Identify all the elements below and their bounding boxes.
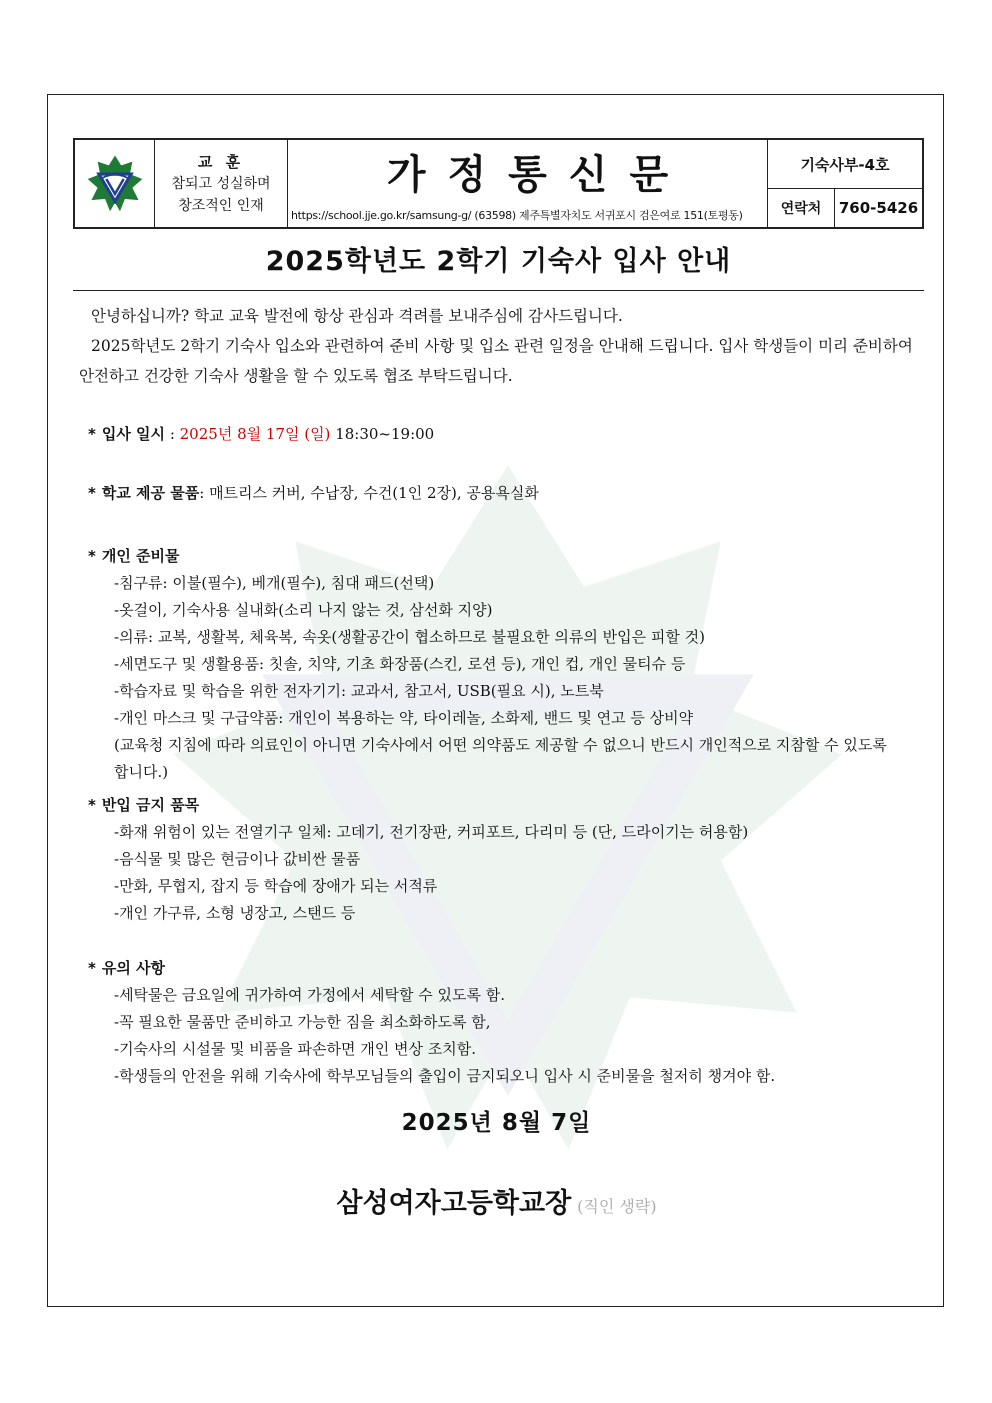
medicine-note: (교육청 지침에 따라 의료인이 아니면 기숙사에서 어떤 의약품도 제공할 수 없으니 반드시 개인적으로 지참할 수 있도록 합니다.) [114,736,887,781]
list-item: -의류: 교복, 생활복, 체육복, 속옷(생활공간이 협소하므로 불필요한 의류의 반입은 피할 것) [114,628,705,646]
supplies-items: : 매트리스 커버, 수납장, 수건(1인 2장), 공용욕실화 [199,484,539,502]
prohibited-items-list [114,819,904,927]
motto-line: 창조적인 인재 [178,197,264,214]
newsletter-title-block [288,140,768,227]
schedule-section [88,421,434,448]
issue-number: 기숙사부-4호 [768,140,922,189]
list-item: -개인 가구류, 소형 냉장고, 스탠드 등 [114,904,356,922]
personal-items-section [88,543,904,786]
seal-note: (직인 생략) [577,1197,657,1216]
intro-text [79,301,919,391]
list-item: -화재 위험이 있는 전열기구 일체: 고데기, 전기장판, 커피포트, 다리미 등 (단, 드라이기는 허용함) [114,823,749,841]
list-item: -세탁물은 금요일에 귀가하여 가정에서 세탁할 수 있도록 함. [114,986,505,1004]
list-item: -세면도구 및 생활용품: 칫솔, 치약, 기초 화장품(스킨, 로션 등), 개인 컵, 개인 물티슈 등 [114,655,686,673]
issue-info [768,140,922,227]
newsletter-title: 가정통신문 [386,151,691,198]
list-item: -옷걸이, 기숙사용 실내화(소리 나지 않는 것, 삼선화 지양) [114,601,493,619]
prohibited-items-section [88,792,904,927]
list-item: -개인 마스크 및 구급약품: 개인이 복용하는 약, 타이레놀, 소화제, 밴드 및 연고 등 상비약 [114,709,694,727]
document-page [47,94,944,1307]
list-item: -침구류: 이불(필수), 베개(필수), 침대 패드(선택) [114,574,435,592]
bullet: * [88,547,96,565]
bullet: * [88,959,96,977]
schedule-time: 18:30~19:00 [330,425,435,443]
schedule-date: 2025년 8월 17일 (일) [179,425,331,443]
list-item: -꼭 필요한 물품만 준비하고 가능한 짐을 최소화하도록 함, [114,1013,491,1031]
contact-row [768,189,922,227]
school-address: https://school.jje.go.kr/samsung-g/ (63598) 제주특별자치도 서귀포시 검은여로 151(토평동) [291,208,743,222]
newsletter-header [73,138,924,229]
cautions-label: 유의 사항 [101,959,166,977]
list-item: -만화, 무협지, 잡지 등 학습에 장애가 되는 서적류 [114,877,438,895]
list-item: -음식물 및 많은 현금이나 값비싼 물품 [114,850,361,868]
bullet: * [88,796,96,814]
contact-number: 760-5426 [838,199,919,217]
school-logo [75,140,155,227]
list-item: -학생들의 안전을 위해 기숙사에 학부모님들의 출입이 금지되오니 입사 시 준비물을 철저히 챙겨야 함. [114,1067,776,1085]
cautions-list [114,982,904,1090]
bullet: * [88,484,96,502]
list-item: -기숙사의 시설물 및 비품을 파손하면 개인 변상 조치함. [114,1040,476,1058]
issue-date: 2025년 8월 7일 [401,1110,592,1136]
signature-block [48,1181,944,1220]
greeting-paragraph: 안녕하십니까? 학교 교육 발전에 항상 관심과 격려를 보내주심에 감사드립니다. [91,307,623,325]
supplies-section [88,480,539,507]
schedule-label: 입사 일시 [101,425,166,443]
intro-paragraph: 2025학년도 2학기 기숙사 입소와 관련하여 준비 사항 및 입소 관련 일정을 안내해 드립니다. 입사 학생들이 미리 준비하여 안전하고 건강한 기숙사 생활을 할 수 있도록 협조 부탁드립니다. [79,337,913,385]
motto-title: 교 훈 [197,152,245,171]
personal-label: 개인 준비물 [101,547,180,565]
document-title: 2025학년도 2학기 기숙사 입사 안내 [265,246,732,277]
cautions-section [88,955,904,1090]
list-item: -학습자료 및 학습을 위한 전자기기: 교과서, 참고서, USB(필요 시), 노트북 [114,682,604,700]
motto-line: 참되고 성실하며 [171,175,271,192]
principal-signature: 삼성여자고등학교장 [336,1188,572,1219]
school-emblem-icon [84,153,146,215]
title-divider [73,290,924,291]
personal-items-list [114,570,904,786]
schedule-colon: : [165,425,180,443]
supplies-label: 학교 제공 물품 [101,484,200,502]
bullet: * [88,425,96,443]
contact-label: 연락처 [768,189,835,227]
prohibited-label: 반입 금지 품목 [101,796,200,814]
school-motto [155,140,288,227]
